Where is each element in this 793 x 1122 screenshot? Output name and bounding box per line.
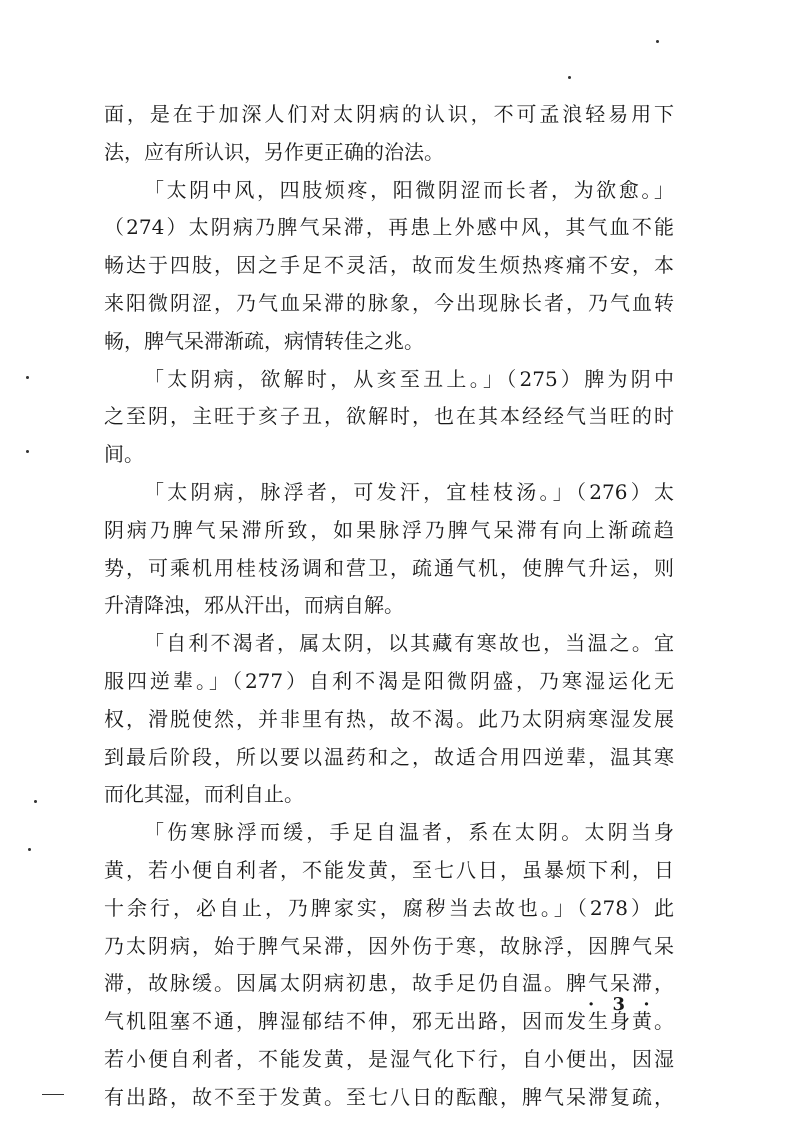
text-line: 而化其湿，而利自止。 <box>104 782 304 807</box>
text-line: 「自利不渴者，属太阴，以其藏有寒故也，当温之。宜 <box>144 631 674 656</box>
text-line: 阴病乃脾气呆滞所致，如果脉浮乃脾气呆滞有向上渐疏趋 <box>104 517 674 542</box>
text-line: 法，应有所认识，另作更正确的治法。 <box>104 139 444 164</box>
text-line: 到最后阶段，所以要以温药和之，故适合用四逆辈，温其寒 <box>104 744 674 769</box>
paragraph-277 <box>104 625 674 814</box>
scan-speck <box>34 800 37 803</box>
scan-speck <box>28 848 31 851</box>
text-line: 乃太阴病，始于脾气呆滞，因外伤于寒，故脉浮，因脾气呆 <box>104 933 674 958</box>
text-line: 畅达于四肢，因之手足不灵活，故而发生烦热疼痛不安，本 <box>104 253 674 278</box>
text-line: 「伤寒脉浮而缓，手足自温者，系在太阴。太阴当身 <box>144 820 674 845</box>
text-line: 服四逆辈。」（277）自利不渴是阳微阴盛，乃寒湿运化无 <box>104 668 674 693</box>
text-line: 升清降浊，邪从汗出，而病自解。 <box>104 593 404 618</box>
paragraph-continuation <box>104 96 674 172</box>
text-line: 面，是在于加深人们对太阴病的认识，不可孟浪轻易用下 <box>104 102 674 126</box>
body-text <box>104 96 674 1117</box>
scan-speck <box>656 40 659 43</box>
text-line: 「太阴病，脉浮者，可发汗，宜桂枝汤。」（276）太 <box>144 479 674 504</box>
paragraph-278 <box>104 814 674 1116</box>
page-number: · 3 · <box>588 994 656 1015</box>
text-line: 势，可乘机用桂枝汤调和营卫，疏通气机，使脾气升运，则 <box>104 555 674 580</box>
scan-speck <box>26 450 29 453</box>
text-line: 间。 <box>104 442 144 467</box>
text-line: 「太阴病，欲解时，从亥至丑上。」（275）脾为阴中 <box>144 366 674 391</box>
paragraph-274 <box>104 172 674 361</box>
scan-speck <box>568 76 571 79</box>
text-line: 「太阴中风，四肢烦疼，阳微阴涩而长者，为欲愈。」 <box>144 177 674 202</box>
text-line: 气机阻塞不通，脾湿郁结不伸，邪无出路，因而发生身黄。 <box>104 1009 674 1034</box>
text-line: 黄，若小便自利者，不能发黄，至七八日，虽暴烦下利，日 <box>104 857 674 882</box>
text-line: 十余行，必自止，乃脾家实，腐秽当去故也。」（278）此 <box>104 895 674 920</box>
text-line: 畅，脾气呆滞渐疏，病情转佳之兆。 <box>104 328 424 353</box>
text-line: （274）太阴病乃脾气呆滞，再患上外感中风，其气血不能 <box>104 215 674 240</box>
footer-rule <box>42 1094 64 1095</box>
paragraph-276 <box>104 474 674 625</box>
text-line: 若小便自利者，不能发黄，是湿气化下行，自小便出，因湿 <box>104 1046 674 1071</box>
text-line: 有出路，故不至于发黄。至七八日的酝酿，脾气呆滞复疏， <box>104 1084 674 1109</box>
text-line: 之至阴，主旺于亥子丑，欲解时，也在其本经经气当旺的时 <box>104 404 674 429</box>
text-line: 来阳微阴涩，乃气血呆滞的脉象，今出现脉长者，乃气血转 <box>104 290 674 315</box>
scan-speck <box>26 376 29 379</box>
paragraph-275 <box>104 361 674 474</box>
text-line: 滞，故脉缓。因属太阴病初患，故手足仍自温。脾气呆滞， <box>104 971 674 996</box>
text-line: 权，滑脱使然，并非里有热，故不渴。此乃太阴病寒湿发展 <box>104 706 674 731</box>
